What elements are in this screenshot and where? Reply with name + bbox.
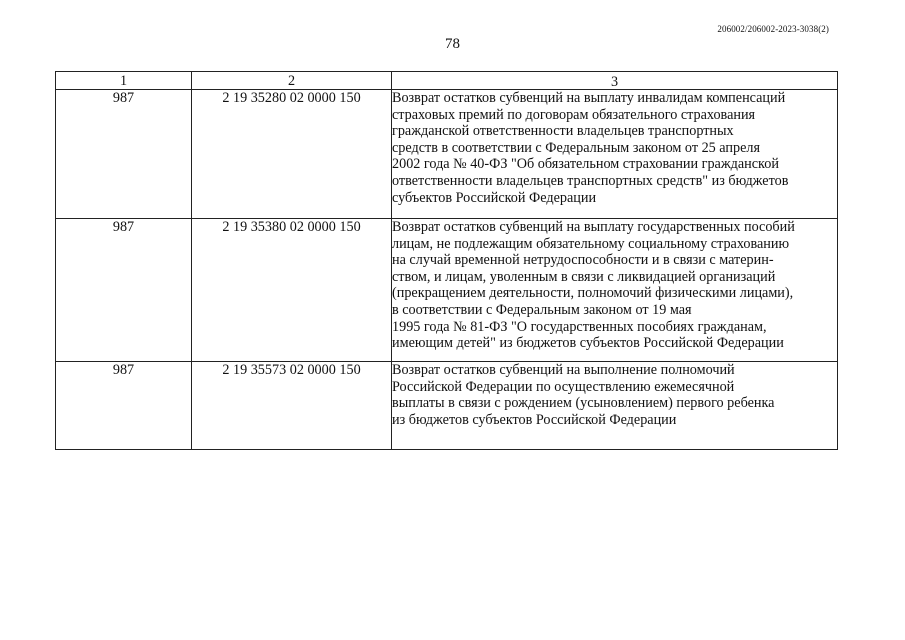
description-line: 2002 года № 40-ФЗ "Об обязательном страховании гражданской [392,156,779,173]
description-line: (прекращением деятельности, полномочий физическими лицами), [392,285,794,302]
table-header-row [56,72,838,90]
description-line: ответственности владельцев транспортных средств" из бюджетов [392,172,789,189]
table-row [56,90,838,219]
description-cell [392,362,838,450]
budget-codes-table [55,71,838,450]
description-line: средств в соответствии с Федеральным законом от 25 апреля [392,139,761,156]
column-header-3: 3 [392,72,838,90]
description-line: выплаты в связи с рождением (усыновлением) первого ребенка [392,395,775,412]
description-line: ством, и лицам, уволенным в связи с ликвидацией организаций [392,268,776,285]
table-row [56,219,838,362]
description-line: на случай временной нетрудоспособности и в связи с материн- [392,252,774,269]
description-line: субъектов Российской Федерации [392,189,597,206]
budget-code-cell: 2 19 35280 02 0000 150 [192,90,392,219]
column-header-1: 1 [56,72,192,90]
description-line: страховых премий по договорам обязательного страхования [392,106,756,123]
admin-code-cell: 987 [56,90,192,219]
description-line: лицам, не подлежащим обязательному социальному страхованию [392,235,790,252]
admin-code-cell: 987 [56,362,192,450]
document-id: 206002/206002-2023-3038(2) [717,24,829,34]
description-cell [392,90,838,219]
description-line: 1995 года № 81-ФЗ "О государственных пособиях гражданам, [392,318,767,335]
description-line: Возврат остатков субвенций на выплату инвалидам компенсаций [392,90,786,106]
description-line: из бюджетов субъектов Российской Федерации [392,411,677,428]
admin-code-cell: 987 [56,219,192,362]
description-line: Возврат остатков субвенций на выплату государственных пособий [392,219,795,235]
description-line: Возврат остатков субвенций на выполнение полномочий [392,362,735,378]
table-row [56,362,838,450]
page-number: 78 [445,36,460,52]
description-cell [392,219,838,362]
budget-code-cell: 2 19 35573 02 0000 150 [192,362,392,450]
description-line: в соответствии с Федеральным законом от 19 мая [392,301,692,318]
description-line: гражданской ответственности владельцев транспортных [392,123,734,140]
description-line: Российской Федерации по осуществлению ежемесячной [392,378,735,395]
column-header-2: 2 [192,72,392,90]
description-line: имеющим детей" из бюджетов субъектов Российской Федерации [392,335,784,352]
budget-code-cell: 2 19 35380 02 0000 150 [192,219,392,362]
